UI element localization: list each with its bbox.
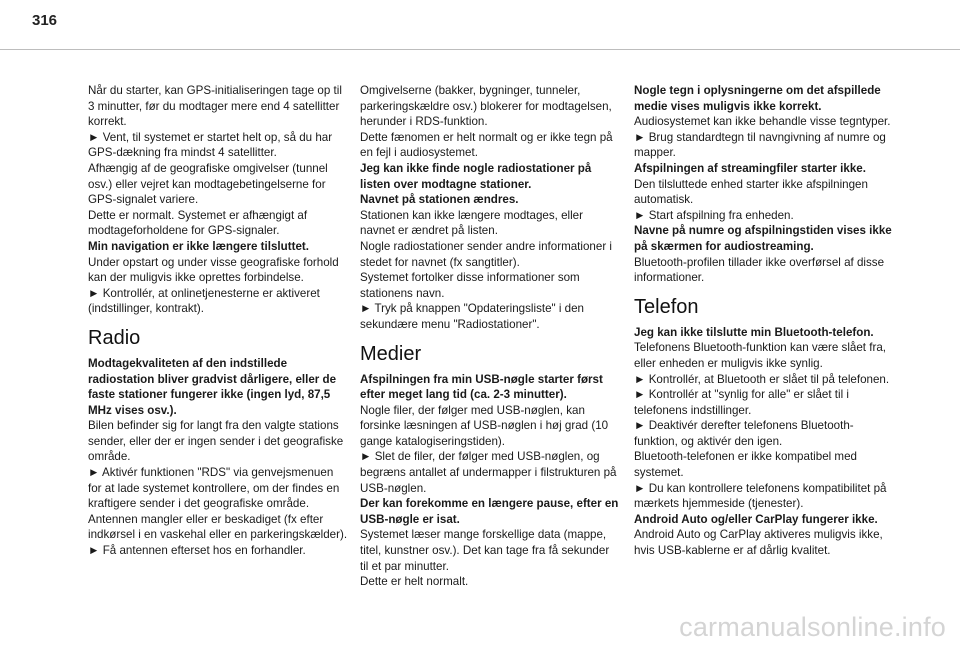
body-paragraph: ► Kontrollér, at onlinetjenesterne er aktiveret (indstillinger, kontrakt).: [88, 286, 320, 316]
body-paragraph: ► Få antennen efterset hos en forhandler.: [88, 544, 306, 558]
body-paragraph: ► Kontrollér, at Bluetooth er slået til på telefonen.: [634, 372, 890, 386]
body-paragraph: ► Slet de filer, der følger med USB-nøglen, og begræns antallet af undermapper i filstrukturen på USB-nøglen.: [360, 450, 617, 495]
body-paragraph: ► Kontrollér at "synlig for alle" er slået til i telefonens indstillinger.: [634, 388, 849, 417]
body-paragraph: Når du starter, kan GPS-initialiseringen tage op til 3 minutter, før du modtager mere end 4 satellitter korrekt.: [88, 84, 342, 129]
text-column-1: [88, 83, 348, 559]
body-paragraph: Bilen befinder sig for langt fra den valgte stations sender, eller der er ingen sender i det geografiske område.: [88, 419, 344, 464]
problem-statement: Navnet på stationen ændres.: [360, 193, 519, 207]
problem-statement: Jeg kan ikke tilslutte min Bluetooth-telefon.: [634, 325, 874, 339]
body-paragraph: Systemet fortolker disse informationer som stationens navn.: [360, 271, 580, 300]
body-paragraph: Den tilsluttede enhed starter ikke afspilningen automatisk.: [634, 177, 868, 207]
body-paragraph: ► Aktivér funktionen "RDS" via genvejsmenuen for at lade systemet kontrollere, om der findes en kraftigere sender i det geografiske område.: [88, 466, 340, 511]
problem-statement: Android Auto og/eller CarPlay fungerer ikke.: [634, 512, 878, 526]
section-heading: Telefon: [634, 295, 699, 318]
body-paragraph: Antennen mangler eller er beskadiget (fx efter indkørsel i en vaskehal eller en parkeringskælder).: [88, 512, 348, 542]
body-paragraph: Under opstart og under visse geografiske forhold kan der muligvis ikke oprettes forbindelse.: [88, 255, 339, 285]
body-paragraph: ► Tryk på knappen "Opdateringsliste" i den sekundære menu "Radiostationer".: [360, 302, 585, 331]
body-paragraph: Afhængig af de geografiske omgivelser (tunnel osv.) eller vejret kan modtagebetingelserne for GPS-signalet variere.: [88, 161, 328, 207]
body-paragraph: Audiosystemet kan ikke behandle visse tegntyper.: [634, 115, 891, 129]
body-paragraph: Dette er normalt. Systemet er afhængigt af modtageforholdene for GPS-signaler.: [88, 208, 308, 238]
watermark: carmanualsonline.info: [679, 612, 946, 642]
page-number: 316: [32, 12, 58, 29]
body-paragraph: Omgivelserne (bakker, bygninger, tunneler, parkeringskældre osv.) blokerer for modtagelsen, herunder i RDS-funktion.: [360, 84, 612, 129]
body-paragraph: ► Deaktivér derefter telefonens Bluetooth-funktion, og aktivér den igen.: [634, 419, 854, 448]
text-column-3: [634, 83, 894, 559]
body-paragraph: Systemet læser mange forskellige data (mappe, titel, kunstner osv.). Det kan tage fra få sekunder til et par minutter.: [360, 528, 610, 573]
section-heading: Medier: [360, 342, 422, 365]
text-column-2: [360, 83, 620, 590]
problem-statement: Modtagekvaliteten af den indstillede radiostation bliver gradvist dårligere, eller de faste stationer fungerer ikke (ingen lyd, 87,5 MHz vises osv.).: [88, 356, 337, 417]
problem-statement: Afspilningen fra min USB-nøgle starter først efter meget lang tid (ca. 2-3 minutter).: [360, 372, 603, 402]
problem-statement: Min navigation er ikke længere tilsluttet.: [88, 239, 309, 253]
problem-statement: Der kan forekomme en længere pause, efter en USB-nøgle er isat.: [360, 497, 619, 526]
body-paragraph: Stationen kan ikke længere modtages, eller navnet er ændret på listen.: [360, 208, 583, 238]
body-paragraph: Bluetooth-profilen tillader ikke overførsel af disse informationer.: [634, 255, 885, 285]
body-paragraph: ► Start afspilning fra enheden.: [634, 208, 794, 222]
body-paragraph: Nogle radiostationer sender andre informationer i stedet for navnet (fx sangtitler).: [360, 239, 612, 269]
header-divider: [0, 49, 960, 50]
body-paragraph: Bluetooth-telefonen er ikke kompatibel med systemet.: [634, 450, 857, 480]
problem-statement: Jeg kan ikke finde nogle radiostationer på listen over modtagne stationer.: [360, 161, 592, 191]
body-paragraph: Telefonens Bluetooth-funktion kan være slået fra, eller enheden er muligvis ikke synlig.: [634, 341, 886, 370]
body-paragraph: Nogle filer, der følger med USB-nøglen, kan forsinke læsningen af USB-nøglen i høj grad (10 gange katalogiseringstiden).: [360, 403, 609, 448]
body-paragraph: Dette er helt normalt.: [360, 575, 469, 589]
problem-statement: Afspilningen af streamingfiler starter ikke.: [634, 161, 866, 175]
problem-statement: Nogle tegn i oplysningerne om det afspillede medie vises muligvis ikke korrekt.: [634, 84, 881, 113]
body-paragraph: ► Vent, til systemet er startet helt op, så du har GPS-dækning fra mindst 4 satellitter.: [88, 130, 333, 160]
problem-statement: Navne på numre og afspilningstiden vises ikke på skærmen for audiostreaming.: [634, 224, 892, 253]
body-paragraph: ► Du kan kontrollere telefonens kompatibilitet på mærkets hjemmeside (tjenester).: [634, 481, 887, 511]
body-paragraph: ► Brug standardtegn til navngivning af numre og mapper.: [634, 130, 886, 160]
body-paragraph: Dette fænomen er helt normalt og er ikke tegn på en fejl i audiosystemet.: [360, 130, 613, 160]
section-heading: Radio: [88, 326, 141, 349]
body-paragraph: Android Auto og CarPlay aktiveres muligvis ikke, hvis USB-kablerne er af dårlig kvalitet.: [634, 528, 883, 558]
